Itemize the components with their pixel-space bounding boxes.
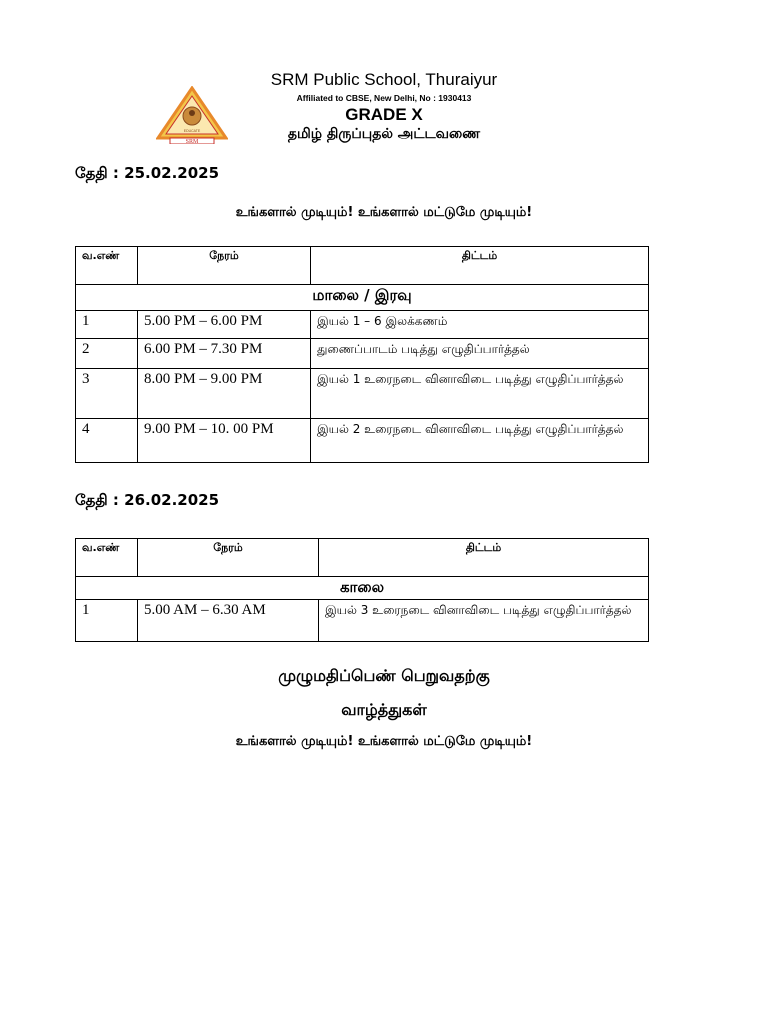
logo-text: SRM (185, 139, 199, 144)
row-time: 5.00 PM – 6.00 PM (138, 311, 311, 339)
schedule-table-day1 (75, 246, 649, 463)
closing-line-1: முழுமதிப்பெண் பெறுவதற்கு (278, 666, 490, 685)
row-plan: இயல் 2 உரைநடை வினாவிடை படித்து எழுதிப்பார்த்தல் (311, 419, 649, 463)
table-header-row (76, 539, 649, 577)
row-number: 1 (76, 311, 138, 339)
schedule-table-day2 (75, 538, 649, 642)
row-number: 3 (76, 369, 138, 419)
row-number: 2 (76, 339, 138, 369)
row-plan: துணைப்பாடம் படித்து எழுதிப்பார்த்தல் (311, 339, 649, 369)
row-plan: இயல் 1 உரைநடை வினாவிடை படித்து எழுதிப்பார்த்தல் (311, 369, 649, 419)
date-label-2: தேதி : 26.02.2025 (75, 491, 220, 509)
section-row (76, 577, 649, 600)
row-time: 5.00 AM – 6.30 AM (138, 600, 319, 642)
row-time: 6.00 PM – 7.30 PM (138, 339, 311, 369)
column-header-time: நேரம் (138, 247, 311, 285)
table-row (76, 600, 649, 642)
school-name: SRM Public School, Thuraiyur (270, 70, 498, 89)
section-label-morning: காலை (76, 577, 649, 600)
column-header-no: வ.எண் (76, 247, 138, 285)
logo-motto: EDUCATE (183, 129, 201, 133)
table-row (76, 419, 649, 463)
grade-title: GRADE X (345, 105, 423, 124)
section-row (76, 285, 649, 311)
closing-motto: உங்களால் முடியும்! உங்களால் மட்டுமே முடியும்! (235, 734, 533, 749)
closing-line-2: வாழ்த்துகள் (341, 700, 427, 719)
table-row (76, 311, 649, 339)
column-header-time: நேரம் (138, 539, 319, 577)
column-header-no: வ.எண் (76, 539, 138, 577)
row-number: 4 (76, 419, 138, 463)
row-plan: இயல் 1 – 6 இலக்கணம் (311, 311, 649, 339)
column-header-plan: திட்டம் (319, 539, 649, 577)
row-time: 9.00 PM – 10. 00 PM (138, 419, 311, 463)
schedule-title: தமிழ் திருப்புதல் அட்டவணை (287, 126, 481, 142)
table-header-row (76, 247, 649, 285)
row-plan: இயல் 3 உரைநடை வினாவிடை படித்து எழுதிப்பார்த்தல் (319, 600, 649, 642)
affiliation-text: Affiliated to CBSE, New Delhi, No : 1930413 (296, 93, 472, 103)
date-label-1: தேதி : 25.02.2025 (75, 164, 220, 182)
section-label-evening: மாலை / இரவு (76, 285, 649, 311)
column-header-plan: திட்டம் (311, 247, 649, 285)
row-time: 8.00 PM – 9.00 PM (138, 369, 311, 419)
table-row (76, 339, 649, 369)
motto-line: உங்களால் முடியும்! உங்களால் மட்டுமே முடியும்! (235, 205, 533, 220)
row-number: 1 (76, 600, 138, 642)
table-row (76, 369, 649, 419)
